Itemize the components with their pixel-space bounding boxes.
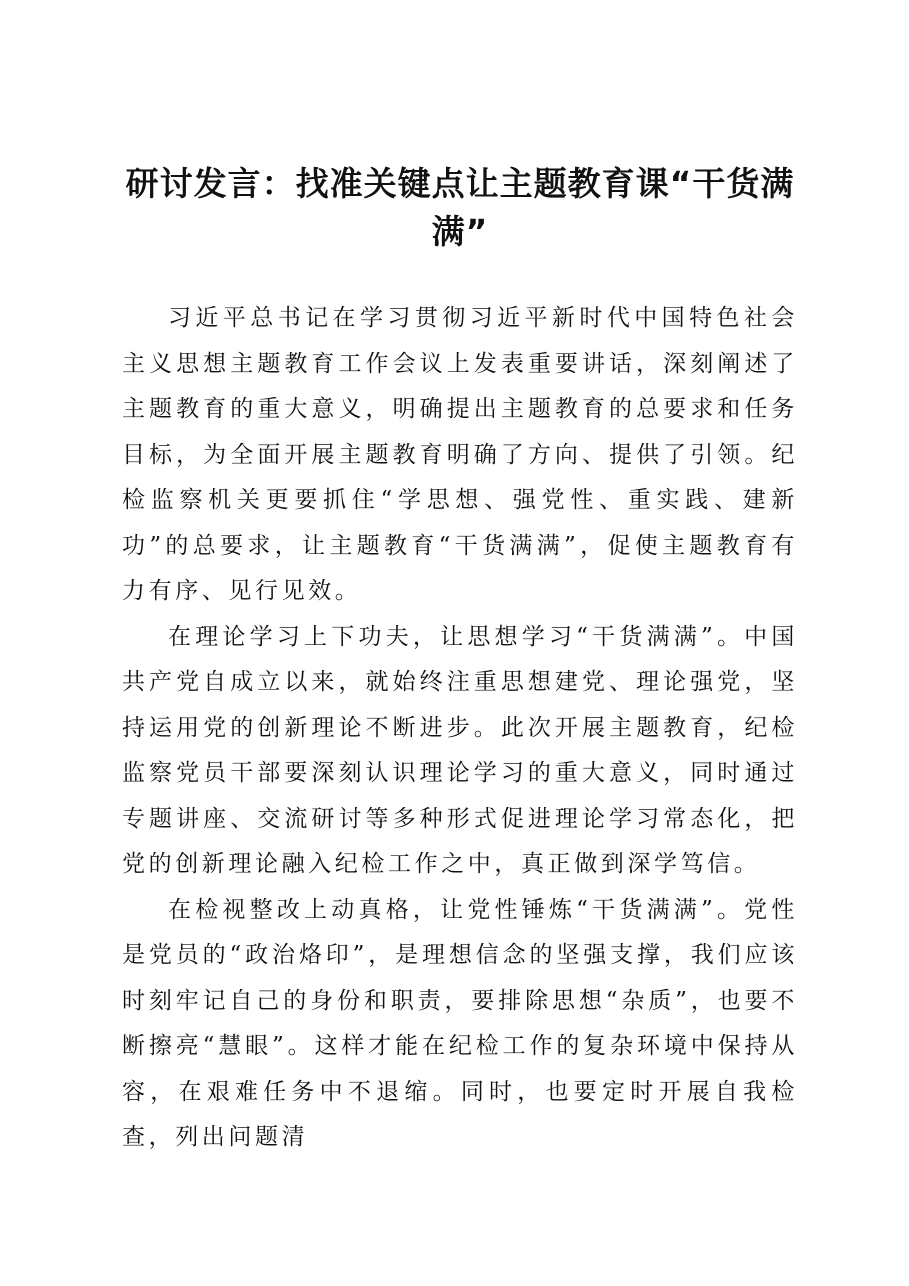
document-title: 研讨发言：找准关键点让主题教育课“干货满满” [125,164,795,251]
document-body [122,296,798,1161]
paragraph-self-inspection: 在检视整改上动真格，让党性锤炼“干货满满”。党性是党员的“政治烙印”，是理想信念的坚强支撑，我们应该时刻牢记自己的身份和职责，要排除思想“杂质”，也要不断擦亮“慧眼”。这样才能在纪检工作的复杂环境中保持从容，在艰难任务中不退缩。同时，也要定时开展自我检查，列出问题清 [122,896,798,1150]
paragraph-intro: 习近平总书记在学习贯彻习近平新时代中国特色社会主义思想主题教育工作会议上发表重要讲话，深刻阐述了主题教育的重大意义，明确提出主题教育的总要求和任务目标，为全面开展主题教育明确了方向、提供了引领。纪检监察机关更要抓住“学思想、强党性、重实践、建新功”的总要求，让主题教育“干货满满”，促使主题教育有力有序、见行见效。 [122,305,798,604]
paragraph-theory-study: 在理论学习上下功夫，让思想学习“干货满满”。中国共产党自成立以来，就始终注重思想建党、理论强党，坚持运用党的创新理论不断进步。此次开展主题教育，纪检监察党员干部要深刻认识理论学习的重大意义，同时通过专题讲座、交流研讨等多种形式促进理论学习常态化，把党的创新理论融入纪检工作之中，真正做到深学笃信。 [122,623,798,877]
